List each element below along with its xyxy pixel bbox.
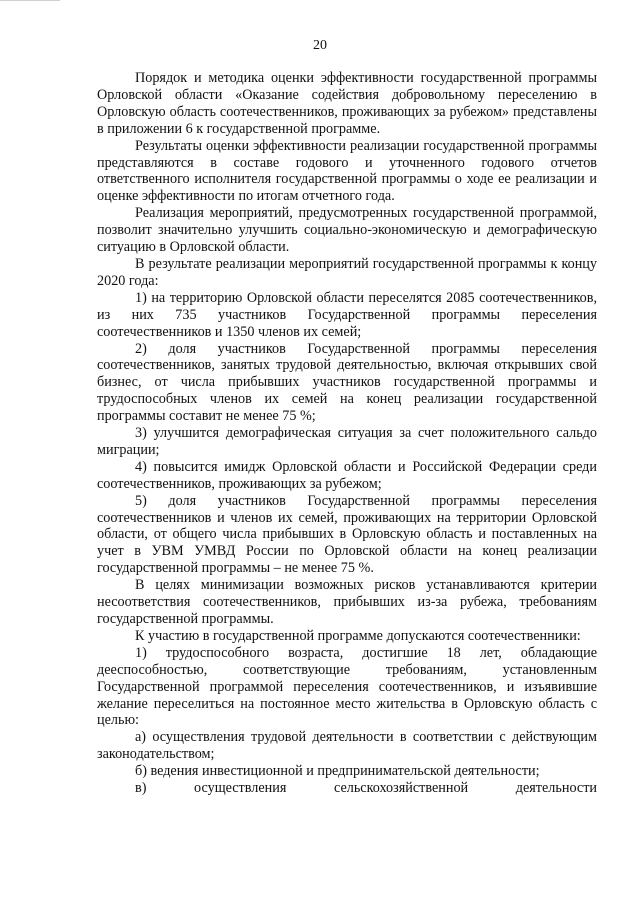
- paragraph-expected-results-intro: В результате реализации мероприятий государственной программы к концу 2020 года:: [97, 255, 597, 289]
- list-item-result-1: 1) на территорию Орловской области переселятся 2085 соотечественников, из них 735 участников Государственной программы переселения соотечественников и 1350 членов их семей;: [97, 289, 597, 340]
- list-item-purpose-a: а) осуществления трудовой деятельности в соответствии с действующим законодательством;: [97, 729, 597, 763]
- list-item-result-4: 4) повысится имидж Орловской области и Российской Федерации среди соотечественников, проживающих за рубежом;: [97, 458, 597, 492]
- document-body: [97, 70, 597, 797]
- paragraph-evaluation-results: Результаты оценки эффективности реализации государственной программы представляются в составе годового и уточненного годового отчетов ответственного исполнителя государственной программы о ходе ее реализации и оценке эффективности по итогам отчетного года.: [97, 137, 597, 205]
- list-item-result-5: 5) доля участников Государственной программы переселения соотечественников и членов их семей, проживающих на территории Орловской области, от общего числа прибывших в Орловскую область и поставленных на учет в УВМ УМВД России по Орловской области на конец реализации государственной программы – не менее 75 %.: [97, 492, 597, 577]
- paragraph-methodology: Порядок и методика оценки эффективности государственной программы Орловской области «Оказание содействия добровольному переселению в Орловскую область соотечественников, проживающих за рубежом» представлены в приложении 6 к государственной программе.: [97, 70, 597, 137]
- list-item-eligibility-1: 1) трудоспособного возраста, достигшие 18 лет, обладающие дееспособностью, соответствующие требованиям, установленным Государственной программой переселения соотечественников, и изъявившие желание переселиться на постоянное место жительства в Орловскую область с целью:: [97, 644, 597, 729]
- paragraph-implementation: Реализация мероприятий, предусмотренных государственной программой, позволит значительно улучшить социально-экономическую и демографическую ситуацию в Орловской области.: [97, 205, 597, 256]
- scan-edge-mark: [0, 0, 60, 1]
- list-item-purpose-b: б) ведения инвестиционной и предпринимательской деятельности;: [135, 763, 540, 780]
- page-number: 20: [313, 38, 327, 53]
- list-item-purpose-c: в) осуществления сельскохозяйственной деятельности: [135, 780, 597, 797]
- list-item-result-2: 2) доля участников Государственной программы переселения соотечественников, занятых трудовой деятельностью, включая открывших свой бизнес, от числа прибывших участников государственной программы и трудоспособных членов их семей на конец реализации государственной программы составит не менее 75 %;: [97, 340, 597, 425]
- paragraph-eligibility-intro: К участию в государственной программе допускаются соотечественники:: [135, 627, 581, 644]
- paragraph-risk-criteria: В целях минимизации возможных рисков устанавливаются критерии несоответствия соотечественников, прибывших из-за рубежа, требованиям государственной программы.: [97, 577, 597, 627]
- list-item-result-3: 3) улучшится демографическая ситуация за счет положительного сальдо миграции;: [97, 425, 597, 458]
